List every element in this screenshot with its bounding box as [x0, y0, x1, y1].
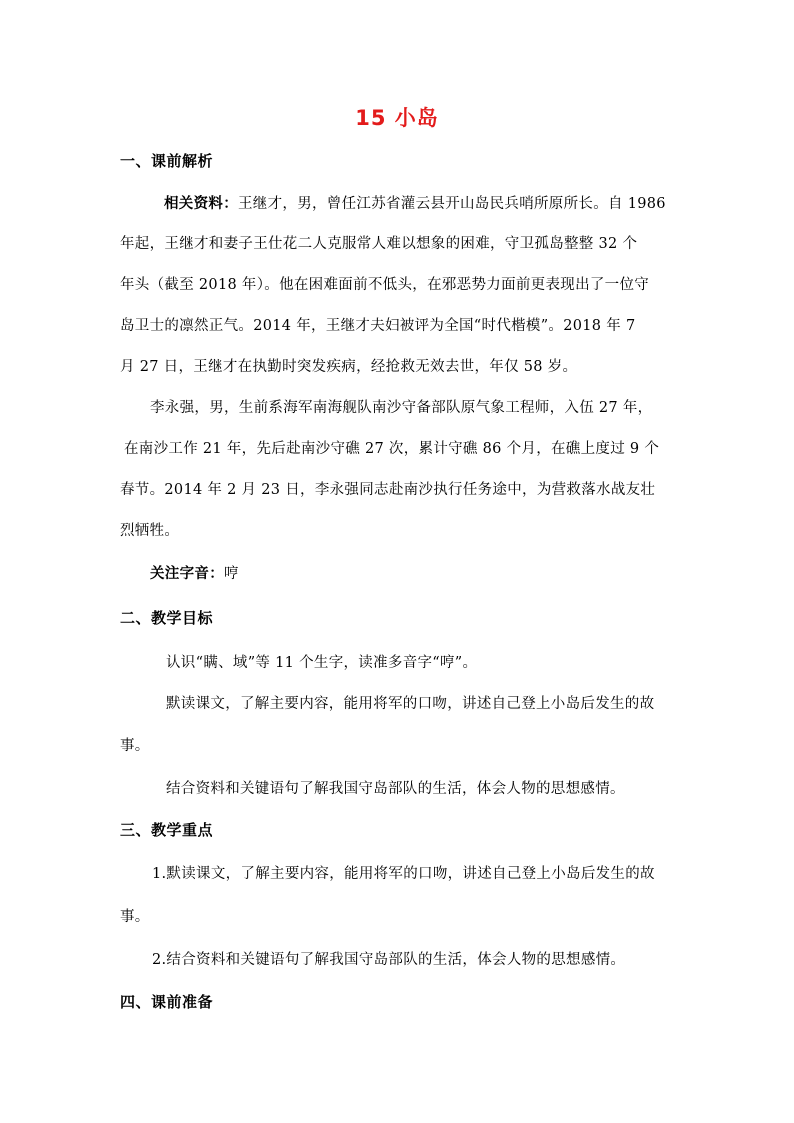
info-label: 相关资料：: [164, 196, 238, 212]
keypoint-item: 1.默读课文，了解主要内容，能用将军的口吻，讲述自己登上小岛后发生的故: [152, 866, 655, 882]
section-heading-pre-analysis: 一、课前解析: [120, 152, 214, 170]
info-paragraph-line: 月 27 日，王继才在执勤时突发疾病，经抢救无效去世，年仅 58 岁。: [120, 359, 578, 375]
section-heading-goals: 二、教学目标: [120, 609, 214, 627]
keypoint-item: 事。: [120, 909, 150, 925]
pronunciation-label: 关注字音：: [150, 566, 224, 582]
page-title: 15 小岛: [355, 106, 439, 130]
info-paragraph-line: 年起，王继才和妻子王仕花二人克服常人难以想象的困难，守卫孤岛整整 32 个: [120, 236, 638, 252]
info-paragraph-line: 在南沙工作 21 年，先后赴南沙守礁 27 次，累计守礁 86 个月，在礁上度过 9 个: [124, 441, 660, 457]
info-paragraph-line: 岛卫士的凛然正气。2014 年，王继才夫妇被评为全国“时代楷模”。2018 年 7: [120, 318, 636, 334]
keypoint-item: 2.结合资料和关键语句了解我国守岛部队的生活，体会人物的思想感情。: [152, 952, 626, 968]
pronunciation-value: 哼: [224, 566, 239, 582]
info-paragraph-line: 李永强，男，生前系海军南海舰队南沙守备部队原气象工程师，入伍 27 年，: [150, 400, 653, 416]
info-paragraph-line: 春节。2014 年 2 月 23 日，李永强同志赴南沙执行任务途中，为营救落水战友壮: [120, 482, 656, 498]
section-heading-preparation: 四、课前准备: [120, 993, 214, 1011]
goal-item: 认识“瞒、域”等 11 个生字，读准多音字“哼”。: [166, 655, 478, 671]
info-paragraph-line: 年头（截至 2018 年）。他在困难面前不低头，在邪恶势力面前更表现出了一位守: [120, 277, 650, 293]
goal-item: 事。: [120, 738, 150, 754]
section-heading-keypoints: 三、教学重点: [120, 821, 214, 839]
info-paragraph-line: [164, 192, 666, 213]
goal-item: 结合资料和关键语句了解我国守岛部队的生活，体会人物的思想感情。: [166, 781, 625, 797]
info-text: 王继才，男，曾任江苏省灌云县开山岛民兵哨所原所长。自 1986: [238, 196, 666, 212]
goal-item: 默读课文，了解主要内容，能用将军的口吻，讲述自己登上小岛后发生的故: [166, 696, 655, 712]
info-paragraph-line: 烈牺牲。: [120, 523, 180, 539]
pronunciation-line: [150, 562, 239, 583]
